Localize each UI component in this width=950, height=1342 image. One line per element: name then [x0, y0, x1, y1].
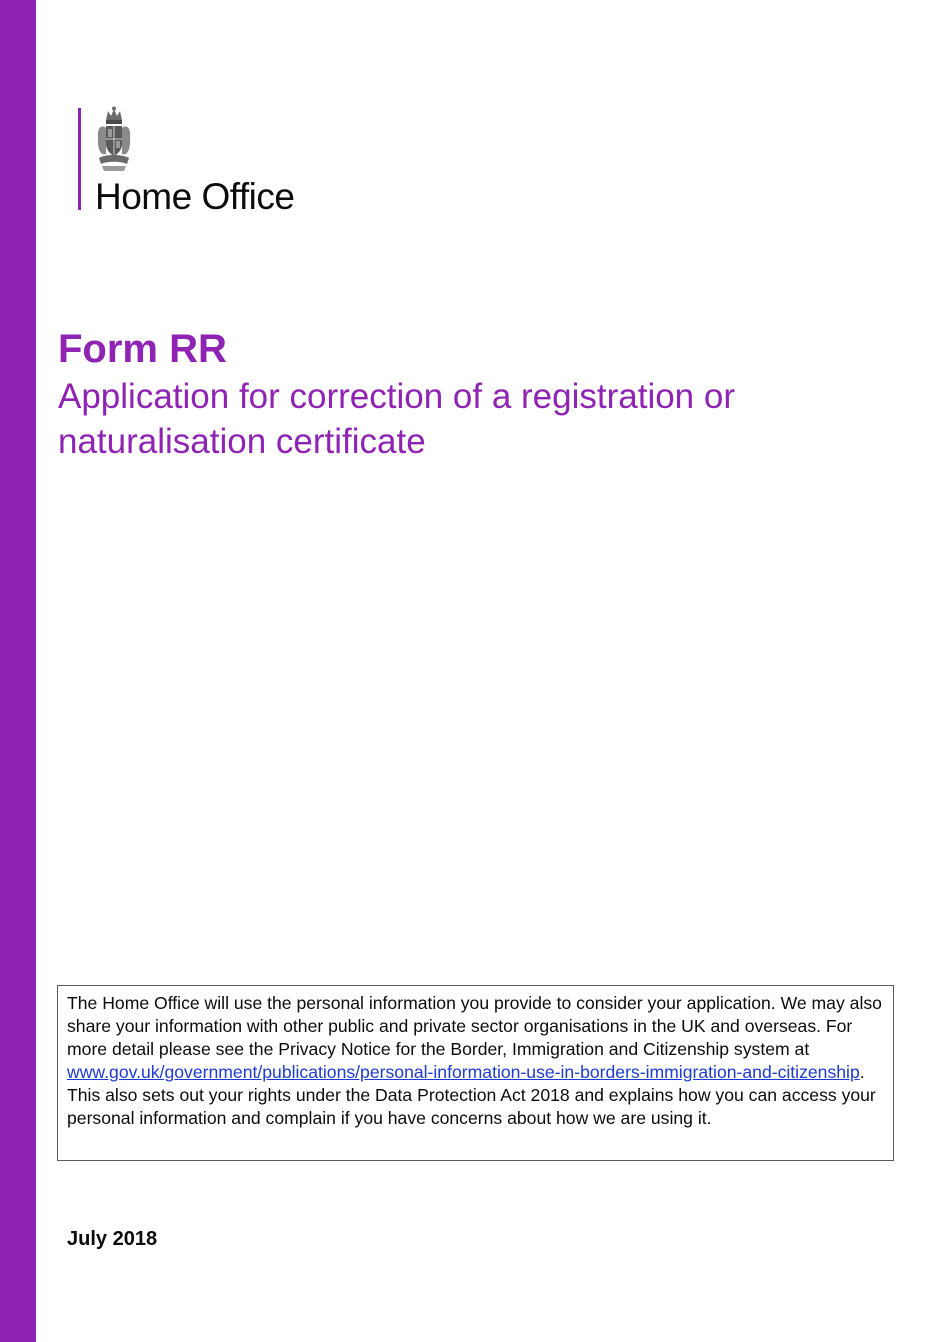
- form-subtitle: [58, 374, 898, 464]
- royal-coat-of-arms-icon: [95, 106, 133, 172]
- logo-name: Home Office: [95, 176, 295, 217]
- home-office-logo: [78, 106, 338, 217]
- privacy-notice-text-after: . This also sets out your rights under the Data Protection Act 2018 and explains how you can access your personal information and complain if you have concerns about how we are using it.: [67, 1062, 876, 1128]
- logo-rule: [78, 108, 81, 210]
- form-title: Form RR: [58, 327, 227, 371]
- publication-date: July 2018: [67, 1228, 158, 1250]
- form-subtitle-line-2: naturalisation certificate: [58, 422, 426, 461]
- side-color-bar: [0, 0, 36, 1342]
- privacy-notice-link[interactable]: www.gov.uk/government/publications/personal-information-use-in-borders-immigration-and-citizenship: [67, 1062, 860, 1082]
- privacy-notice-box: [57, 985, 894, 1161]
- privacy-notice-text-before: The Home Office will use the personal information you provide to consider your application. We may also share your information with other public and private sector organisations in the UK and overseas. For more detail please see the Privacy Notice for the Border, Immigration and Citizenship system at: [67, 993, 882, 1059]
- form-subtitle-line-1: Application for correction of a registration or: [58, 377, 735, 416]
